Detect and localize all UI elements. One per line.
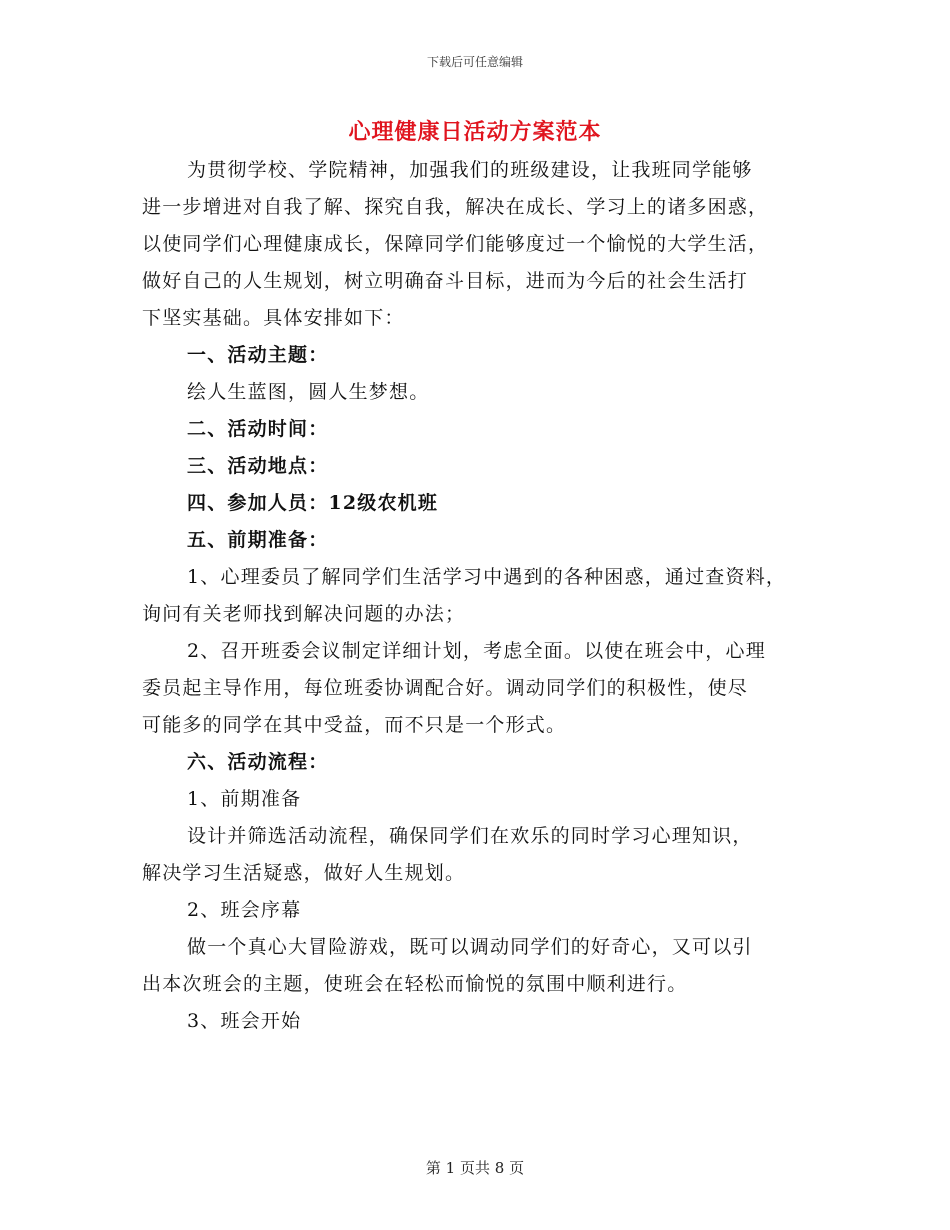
section-heading-prep: 五、前期准备： — [187, 529, 329, 551]
intro-paragraph — [142, 152, 822, 337]
flow-item-3-title: 3、班会开始 — [187, 1010, 302, 1032]
prep-item-1 — [142, 559, 822, 633]
page-header: 下载后可任意编辑 — [426, 55, 523, 69]
flow-item-1-line: 设计并筛选活动流程，确保同学们在欢乐的同时学习心理知识， — [187, 825, 753, 847]
intro-line: 做好自己的人生规划，树立明确奋斗目标，进而为今后的社会生活打 — [142, 270, 749, 292]
prep-item-2-line: 2、召开班委会议制定详细计划，考虑全面。以使在班会中，心理 — [187, 640, 766, 662]
flow-item-2-title: 2、班会序幕 — [187, 899, 302, 921]
flow-item-1-title: 1、前期准备 — [187, 788, 302, 810]
section-heading-people: 四、参加人员：12级农机班 — [187, 492, 439, 514]
prep-item-2-line: 可能多的同学在其中受益，而不只是一个形式。 — [142, 714, 567, 736]
flow-item-2-line: 做一个真心大冒险游戏，既可以调动同学们的好奇心，又可以引 — [187, 936, 753, 958]
section-heading-place: 三、活动地点： — [187, 455, 329, 477]
flow-item-1-text — [142, 818, 822, 892]
flow-item-2-text — [142, 929, 822, 1003]
section-text-theme: 绘人生蓝图，圆人生梦想。 — [187, 381, 430, 403]
prep-item-2 — [142, 633, 822, 744]
intro-line: 为贯彻学校、学院精神，加强我们的班级建设，让我班同学能够 — [187, 159, 753, 181]
document-title: 心理健康日活动方案范本 — [348, 119, 602, 145]
page-footer: 第 1 页共 8 页 — [425, 1159, 525, 1177]
prep-item-1-line: 询问有关老师找到解决问题的办法； — [142, 603, 466, 625]
section-heading-theme: 一、活动主题： — [187, 344, 329, 366]
flow-item-1-line: 解决学习生活疑惑，做好人生规划。 — [142, 862, 466, 884]
section-heading-flow: 六、活动流程： — [187, 751, 329, 773]
intro-line: 下坚实基础。具体安排如下： — [142, 307, 405, 329]
intro-line: 以使同学们心理健康成长，保障同学们能够度过一个愉悦的大学生活， — [142, 233, 769, 255]
prep-item-2-line: 委员起主导作用，每位班委协调配合好。调动同学们的积极性，使尽 — [142, 677, 749, 699]
section-heading-time: 二、活动时间： — [187, 418, 329, 440]
intro-line: 进一步增进对自我了解、探究自我，解决在成长、学习上的诸多困惑， — [142, 196, 769, 218]
prep-item-1-line: 1、心理委员了解同学们生活学习中遇到的各种困惑，通过查资料， — [187, 566, 787, 588]
document-body — [142, 152, 822, 1040]
flow-item-2-line: 出本次班会的主题，使班会在轻松而愉悦的氛围中顺利进行。 — [142, 973, 688, 995]
